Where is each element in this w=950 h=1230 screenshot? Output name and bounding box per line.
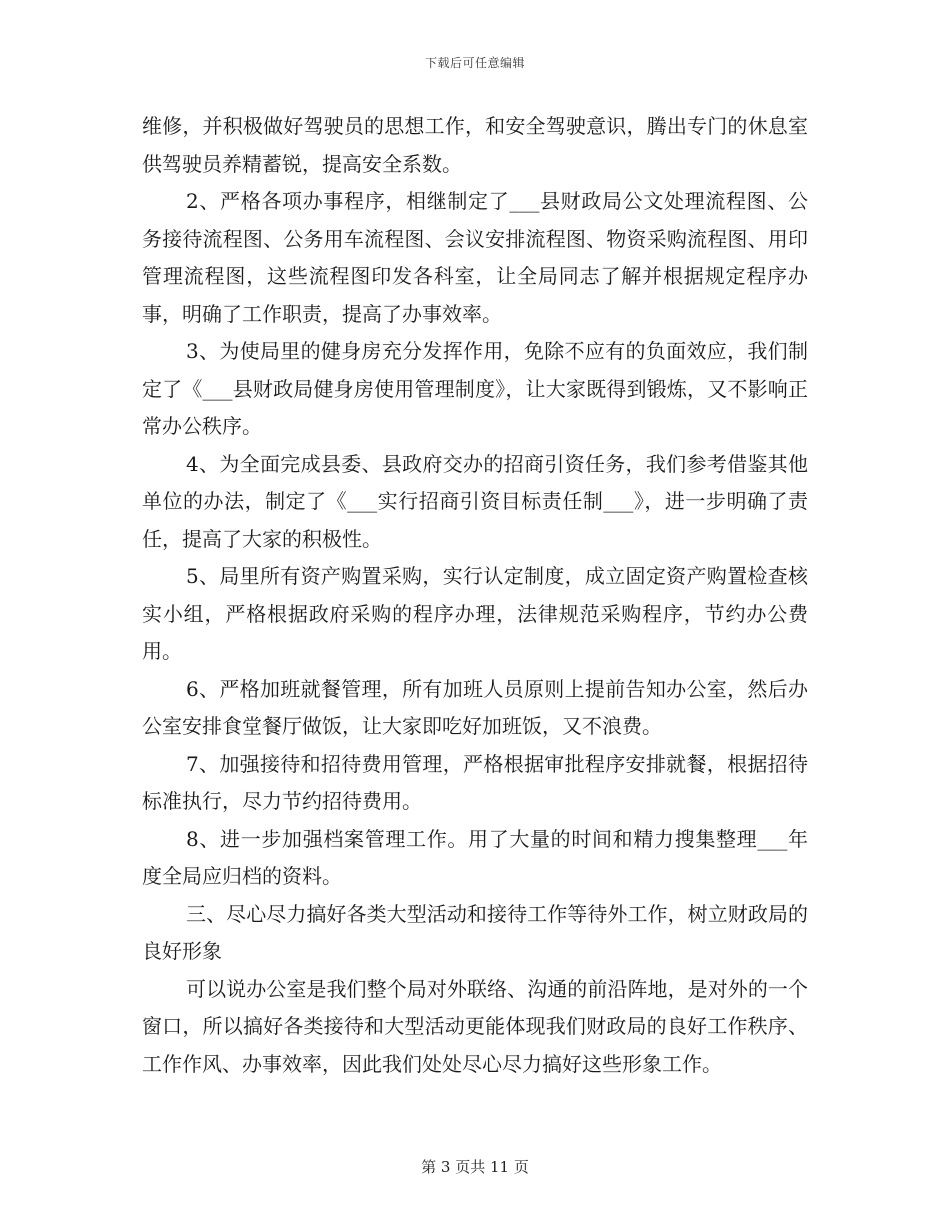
page-header: 下载后可任意编辑 (424, 56, 525, 70)
paragraph-1: 维修，并积极做好驾驶员的思想工作，和安全驾驶意识，腾出专门的休息室供驾驶员养精蓄锐，提高安全系数。 (142, 114, 808, 176)
paragraph-5: 5、局里所有资产购置采购，实行认定制度，成立固定资产购置检查核实小组，严格根据政府采购的程序办理，法律规范采购程序，节约办公费用。 (142, 564, 808, 663)
paragraph-4: 4、为全面完成县委、县政府交办的招商引资任务，我们参考借鉴其他单位的办法，制定了《___实行招商引资目标责任制___》，进一步明确了责任，提高了大家的积极性。 (142, 451, 808, 551)
paragraph-6: 6、严格加班就餐管理，所有加班人员原则上提前告知办公室，然后办公室安排食堂餐厅做饭，让大家即吃好加班饭，又不浪费。 (142, 676, 808, 738)
paragraph-2: 2、严格各项办事程序，相继制定了___县财政局公文处理流程图、公务接待流程图、公务用车流程图、会议安排流程图、物资采购流程图、用印管理流程图，这些流程图印发各科室，让全局同志了解并根据规定程序办事，明确了工作职责，提高了办事效率。 (142, 189, 808, 326)
paragraph-8: 8、进一步加强档案管理工作。用了大量的时间和精力搜集整理___年度全局应归档的资料。 (142, 826, 808, 888)
paragraph-3: 3、为使局里的健身房充分发挥作用，免除不应有的负面效应，我们制定了《___县财政局健身房使用管理制度》，让大家既得到锻炼，又不影响正常办公秩序。 (142, 339, 808, 438)
document-body (142, 108, 808, 1083)
paragraph-7: 7、加强接待和招待费用管理，严格根据审批程序安排就餐，根据招待标准执行，尽力节约招待费用。 (142, 751, 808, 813)
paragraph-9: 可以说办公室是我们整个局对外联络、沟通的前沿阵地，是对外的一个窗口，所以搞好各类接待和大型活动更能体现我们财政局的良好工作秩序、工作作风、办事效率，因此我们处处尽心尽力搞好这些形象工作。 (142, 976, 808, 1076)
page-number: 第 3 页共 11 页 (421, 1158, 529, 1176)
section-heading-3: 三、尽心尽力搞好各类大型活动和接待工作等待外工作，树立财政局的良好形象 (142, 901, 808, 963)
